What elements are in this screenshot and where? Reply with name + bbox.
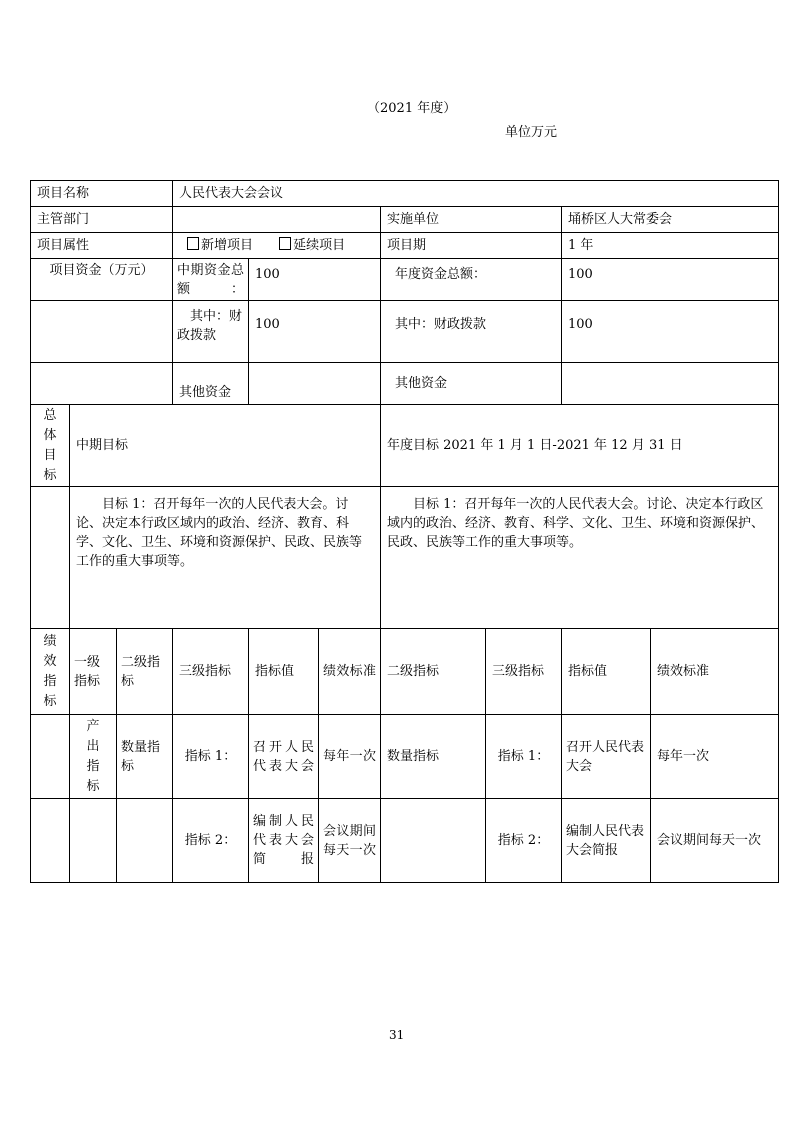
performance-goal-table bbox=[30, 180, 779, 883]
project-name-label: 项目名称 bbox=[31, 181, 173, 207]
annual-total-value: 100 bbox=[562, 259, 779, 301]
dept-label: 主管部门 bbox=[31, 207, 173, 233]
indicator-blank bbox=[31, 715, 70, 799]
row-overall-goal bbox=[31, 405, 779, 487]
new-project-label: 新增项目 bbox=[201, 238, 254, 253]
attr-label: 项目属性 bbox=[31, 233, 173, 259]
period-label: 项目期 bbox=[381, 233, 562, 259]
header-r-standard: 绩效标准 bbox=[651, 629, 779, 715]
fiscal-value-right: 100 bbox=[562, 301, 779, 363]
row2-r-value: 编制人民代表大会简报 bbox=[562, 799, 651, 883]
continued-project-checkbox[interactable] bbox=[279, 237, 291, 250]
header-level1: 一级指标 bbox=[70, 629, 117, 715]
row2-standard: 会议期间每天一次 bbox=[319, 799, 381, 883]
new-project-checkbox[interactable] bbox=[187, 237, 199, 250]
fiscal-value-left: 100 bbox=[249, 301, 381, 363]
mid-total-value: 100 bbox=[249, 259, 381, 301]
period-value: 1 年 bbox=[562, 233, 779, 259]
row-department bbox=[31, 207, 779, 233]
row2-value: 编制人民代表大会简报 bbox=[249, 799, 319, 883]
row1-level3: 指标 1： bbox=[173, 715, 249, 799]
row1-r-level2: 数量指标 bbox=[381, 715, 486, 799]
row2-r-level3: 指标 2： bbox=[486, 799, 562, 883]
row2-r-level2 bbox=[381, 799, 486, 883]
continued-project-label: 延续项目 bbox=[293, 238, 346, 253]
funds-label: 项目资金（万元） bbox=[31, 259, 173, 301]
row-goal-text bbox=[31, 487, 779, 629]
indicator-blank-2 bbox=[31, 799, 70, 883]
unit-label: 单位万元 bbox=[505, 125, 558, 140]
row1-r-level3: 指标 1： bbox=[486, 715, 562, 799]
header-r-level2: 二级指标 bbox=[381, 629, 486, 715]
header-standard: 绩效标准 bbox=[319, 629, 381, 715]
row1-level1: 产出指标 bbox=[70, 715, 117, 799]
row1-standard: 每年一次 bbox=[319, 715, 381, 799]
row2-r-standard: 会议期间每天一次 bbox=[651, 799, 779, 883]
project-name-value: 人民代表大会会议 bbox=[173, 181, 779, 207]
annual-goal-text: 目标 1：召开每年一次的人民代表大会。讨论、决定本行政区域内的政治、经济、教育、科学、文化、卫生、环境和资源保护、民政、民族等工作的重大事项等。 bbox=[381, 487, 779, 629]
report-year: （2021 年度） bbox=[367, 101, 457, 116]
row1-r-standard: 每年一次 bbox=[651, 715, 779, 799]
header-value: 指标值 bbox=[249, 629, 319, 715]
impl-label: 实施单位 bbox=[381, 207, 562, 233]
funds-blank-1 bbox=[31, 301, 173, 363]
page-number: 31 bbox=[389, 1028, 405, 1042]
other-value-right bbox=[562, 363, 779, 405]
row1-r-value: 召开人民代表大会 bbox=[562, 715, 651, 799]
indicators-section-label: 绩效指标 bbox=[31, 629, 70, 715]
annual-total-label: 年度资金总额： bbox=[381, 259, 562, 301]
impl-value: 埇桥区人大常委会 bbox=[562, 207, 779, 233]
row2-level3: 指标 2： bbox=[173, 799, 249, 883]
annual-goal-label: 年度目标 2021 年 1 月 1 日-2021 年 12 月 31 日 bbox=[381, 405, 779, 487]
attr-options bbox=[173, 233, 381, 259]
mid-total-label: 中期资金总额： bbox=[173, 259, 249, 301]
row2-level1 bbox=[70, 799, 117, 883]
other-value-left bbox=[249, 363, 381, 405]
row-funds-fiscal bbox=[31, 301, 779, 363]
table-row bbox=[31, 799, 779, 883]
funds-blank-2 bbox=[31, 363, 173, 405]
fiscal-label-left: 其中：财政拨款 bbox=[173, 301, 249, 363]
row2-level2 bbox=[117, 799, 173, 883]
row1-level2: 数量指标 bbox=[117, 715, 173, 799]
header-r-level3: 三级指标 bbox=[486, 629, 562, 715]
row-project-name bbox=[31, 181, 779, 207]
header-level3: 三级指标 bbox=[173, 629, 249, 715]
mid-goal-label: 中期目标 bbox=[70, 405, 381, 487]
row-funds-other bbox=[31, 363, 779, 405]
row-indicator-headers bbox=[31, 629, 779, 715]
goal-blank bbox=[31, 487, 70, 629]
other-label-right: 其他资金 bbox=[381, 363, 562, 405]
other-label-left: 其他资金 bbox=[173, 363, 249, 405]
row-funds-total bbox=[31, 259, 779, 301]
mid-goal-text: 目标 1：召开每年一次的人民代表大会。讨论、决定本行政区域内的政治、经济、教育、科学、文化、卫生、环境和资源保护、民政、民族等工作的重大事项等。 bbox=[70, 487, 381, 629]
fiscal-label-right: 其中：财政拨款 bbox=[381, 301, 562, 363]
row-attribute bbox=[31, 233, 779, 259]
dept-value bbox=[173, 207, 381, 233]
header-r-value: 指标值 bbox=[562, 629, 651, 715]
row1-value: 召开人民代表大会 bbox=[249, 715, 319, 799]
table-row bbox=[31, 715, 779, 799]
overall-goal-label: 总体目标 bbox=[31, 405, 70, 487]
header-level2: 二级指标 bbox=[117, 629, 173, 715]
